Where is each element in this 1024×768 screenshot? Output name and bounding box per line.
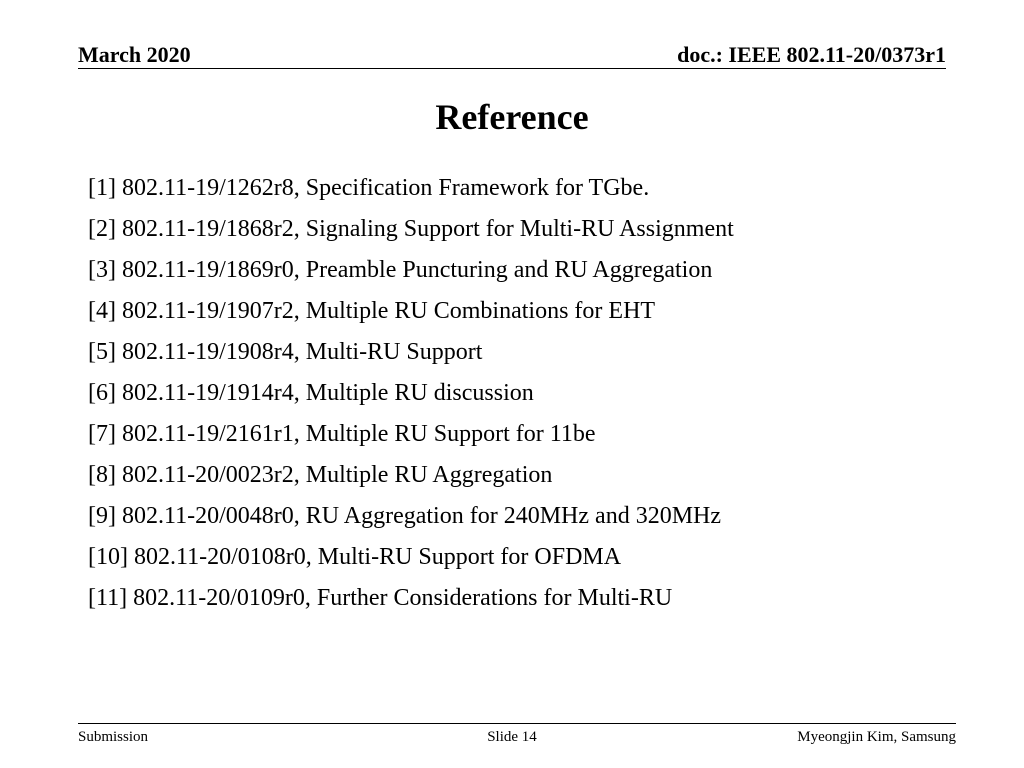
reference-item-11: [11] 802.11-20/0109r0, Further Considerations for Multi-RU — [88, 585, 673, 611]
reference-item-5: [5] 802.11-19/1908r4, Multi-RU Support — [88, 339, 483, 365]
reference-item-9: [9] 802.11-20/0048r0, RU Aggregation for 240MHz and 320MHz — [88, 503, 722, 529]
reference-item-10: [10] 802.11-20/0108r0, Multi-RU Support for OFDMA — [88, 544, 622, 570]
reference-list — [88, 168, 734, 619]
reference-item-8: [8] 802.11-20/0023r2, Multiple RU Aggregation — [88, 462, 553, 488]
header-divider — [78, 68, 946, 69]
reference-item-7: [7] 802.11-19/2161r1, Multiple RU Support for 11be — [88, 421, 596, 447]
reference-item-3: [3] 802.11-19/1869r0, Preamble Puncturing and RU Aggregation — [88, 257, 713, 283]
reference-item-1: [1] 802.11-19/1262r8, Specification Framework for TGbe. — [88, 175, 650, 201]
footer-slide-number: Slide 14 — [487, 729, 537, 745]
reference-item-2: [2] 802.11-19/1868r2, Signaling Support for Multi-RU Assignment — [88, 216, 734, 242]
footer-submission: Submission — [78, 729, 149, 745]
reference-item-6: [6] 802.11-19/1914r4, Multiple RU discussion — [88, 380, 534, 406]
reference-item-4: [4] 802.11-19/1907r2, Multiple RU Combinations for EHT — [88, 298, 656, 324]
slide-title: Reference — [435, 97, 589, 137]
footer-author: Myeongjin Kim, Samsung — [797, 729, 956, 745]
footer-divider — [78, 723, 956, 724]
header-date: March 2020 — [78, 42, 191, 67]
header-doc-id: doc.: IEEE 802.11-20/0373r1 — [677, 42, 946, 67]
